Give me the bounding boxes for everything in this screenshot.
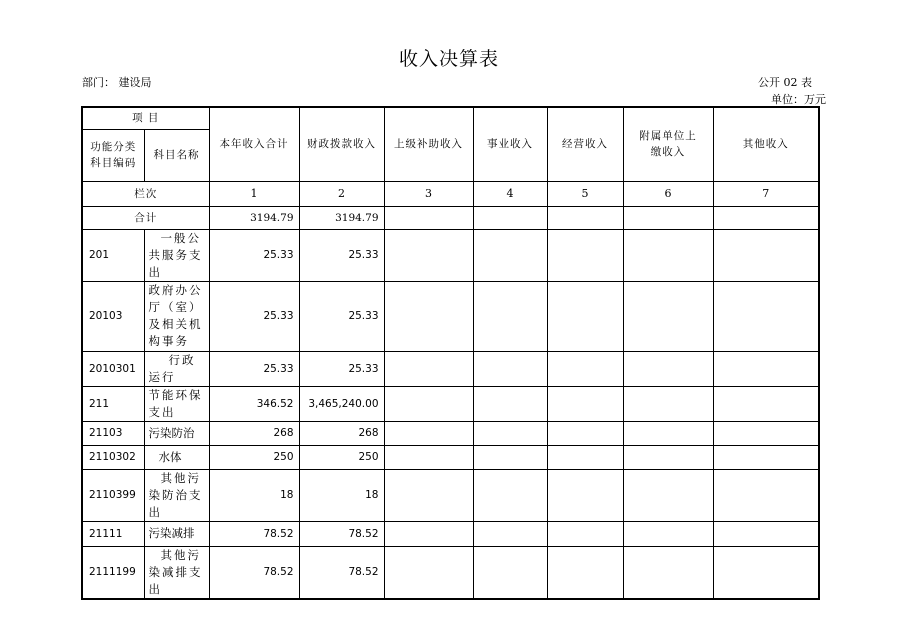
header-col-operating: 经营收入 xyxy=(547,107,623,181)
row-code: 201 xyxy=(82,229,144,281)
row-total: 78.52 xyxy=(209,521,299,546)
row-total: 78.52 xyxy=(209,546,299,599)
header-col-business: 事业收入 xyxy=(473,107,547,181)
total-fiscal-value: 3194.79 xyxy=(299,206,384,229)
row-fiscal: 268 xyxy=(299,421,384,445)
header-col-superior: 上级补助收入 xyxy=(384,107,473,181)
row-name: 节能环保支出 xyxy=(144,386,209,421)
row-code: 2110399 xyxy=(82,469,144,521)
row-fiscal: 25.33 xyxy=(299,281,384,351)
row-code: 20103 xyxy=(82,281,144,351)
row-fiscal: 18 xyxy=(299,469,384,521)
header-subject-name: 科目名称 xyxy=(144,129,209,181)
row-name: 其他污染减排支出 xyxy=(144,546,209,599)
col-number: 6 xyxy=(623,181,713,206)
form-code: 公开 02 表 xyxy=(758,76,812,89)
row-fiscal: 25.33 xyxy=(299,351,384,386)
col-number: 4 xyxy=(473,181,547,206)
row-total: 268 xyxy=(209,421,299,445)
total-income-value: 3194.79 xyxy=(209,206,299,229)
row-total: 25.33 xyxy=(209,229,299,281)
page-title: 收入决算表 xyxy=(398,48,499,70)
header-project: 项 目 xyxy=(82,107,209,129)
row-fiscal: 250 xyxy=(299,445,384,469)
row-name: 水体 xyxy=(144,445,209,469)
unit-label: 单位：万元 xyxy=(771,93,826,106)
row-name: 行政运行 xyxy=(144,351,209,386)
row-code: 2111199 xyxy=(82,546,144,599)
row-name: 一般公共服务支出 xyxy=(144,229,209,281)
col-number: 3 xyxy=(384,181,473,206)
header-subject-code: 科目编码 xyxy=(90,157,137,169)
header-col-other: 其他收入 xyxy=(713,107,819,181)
row-fiscal: 25.33 xyxy=(299,229,384,281)
col-number: 2 xyxy=(299,181,384,206)
header-col-total: 本年收入合计 xyxy=(209,107,299,181)
row-label-cell: 栏次 xyxy=(82,181,209,206)
col-number: 7 xyxy=(713,181,819,206)
row-code: 2110302 xyxy=(82,445,144,469)
row-name: 污染减排 xyxy=(144,521,209,546)
income-table xyxy=(81,106,820,600)
row-fiscal: 78.52 xyxy=(299,521,384,546)
row-total: 250 xyxy=(209,445,299,469)
total-label: 合计 xyxy=(82,206,209,229)
row-code: 2010301 xyxy=(82,351,144,386)
header-col-affiliated: 附属单位上缴收入 xyxy=(623,107,713,181)
department-label: 部门： 建设局 xyxy=(82,76,152,89)
col-number: 1 xyxy=(209,181,299,206)
row-name: 污染防治 xyxy=(144,421,209,445)
row-name: 政府办公厅（室）及相关机构事务 xyxy=(144,281,209,351)
row-fiscal: 3,465,240.00 xyxy=(299,386,384,421)
row-total: 346.52 xyxy=(209,386,299,421)
header-func-cell xyxy=(82,129,144,181)
col-number: 5 xyxy=(547,181,623,206)
row-total: 25.33 xyxy=(209,281,299,351)
header-col-fiscal: 财政拨款收入 xyxy=(299,107,384,181)
row-fiscal: 78.52 xyxy=(299,546,384,599)
row-name: 其他污染防治支出 xyxy=(144,469,209,521)
header-func-class: 功能分类 xyxy=(90,141,137,153)
row-code: 211 xyxy=(82,386,144,421)
row-total: 25.33 xyxy=(209,351,299,386)
row-total: 18 xyxy=(209,469,299,521)
row-code: 21103 xyxy=(82,421,144,445)
row-code: 21111 xyxy=(82,521,144,546)
